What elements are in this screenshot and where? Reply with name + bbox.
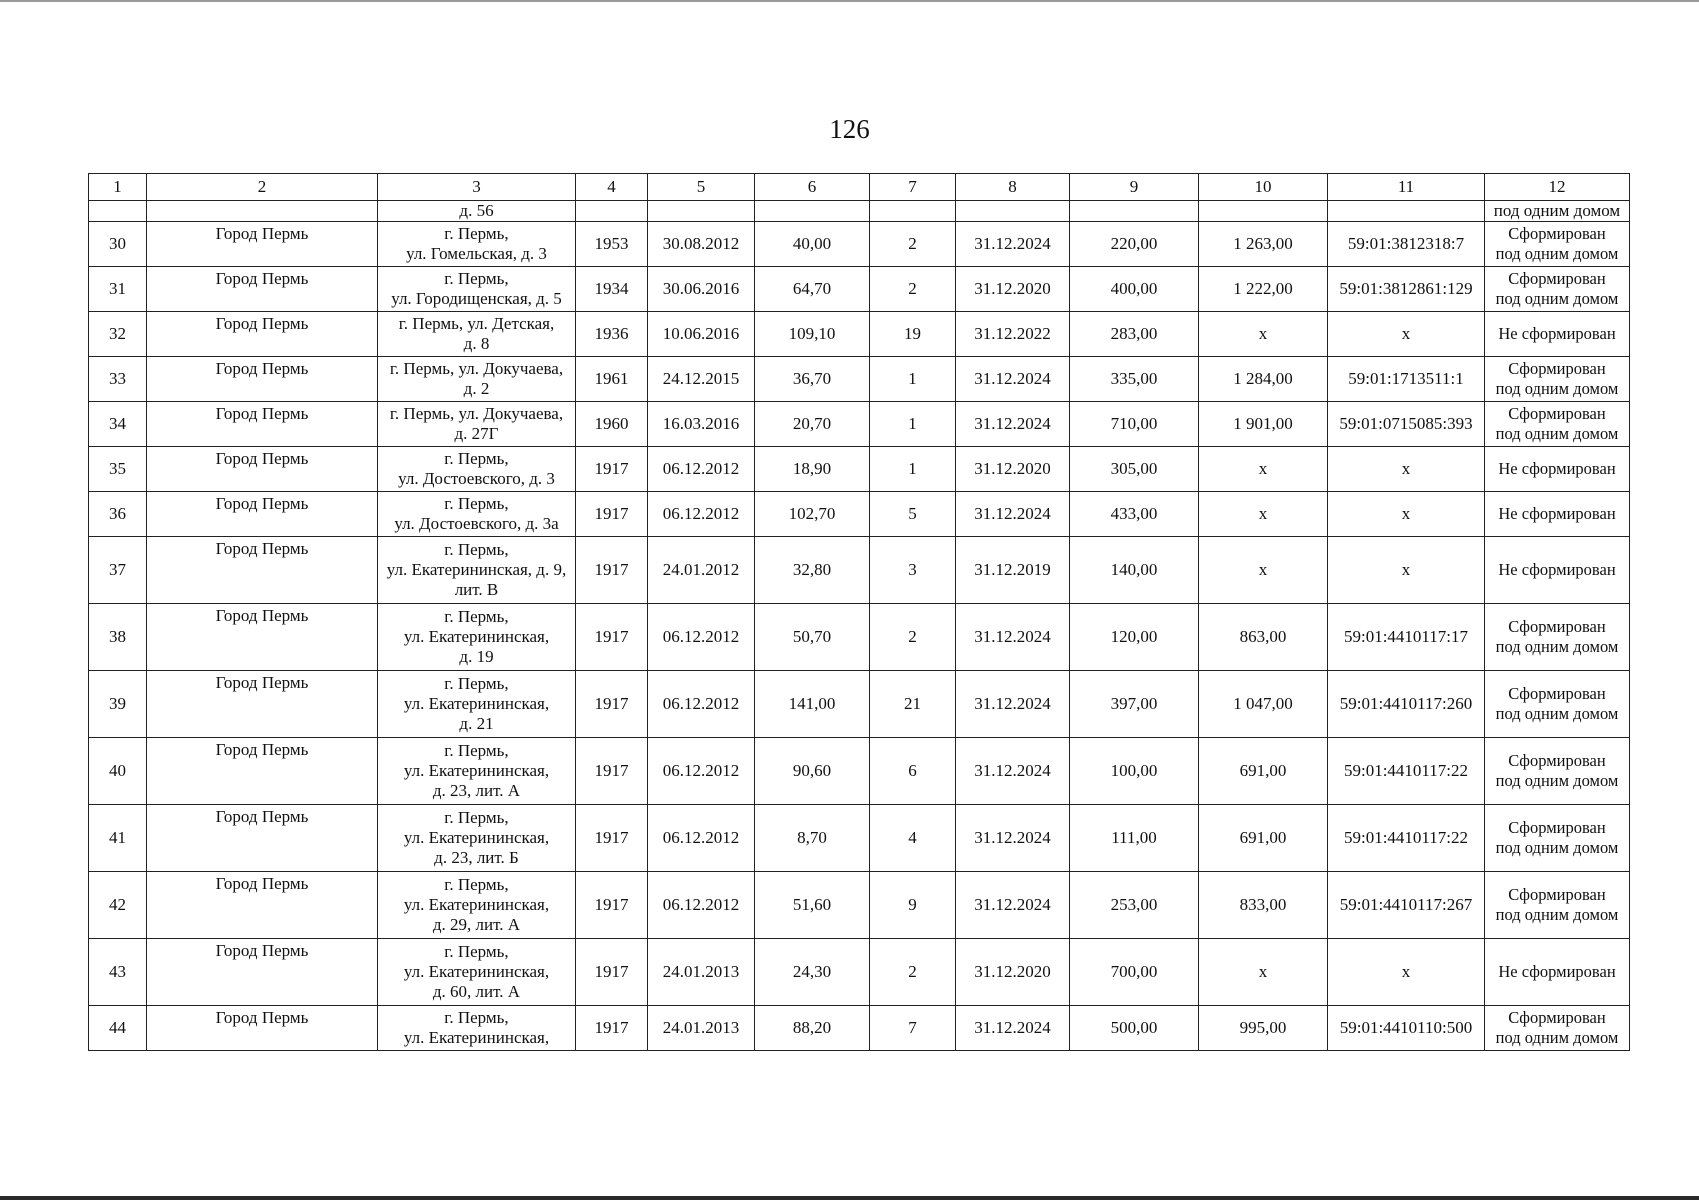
cell-land-state bbox=[1485, 805, 1630, 872]
address-line: г. Пермь, ул. Детская, bbox=[398, 314, 555, 333]
cell-area-3: 1 047,00 bbox=[1199, 671, 1328, 738]
land-state-line: Не сформирован bbox=[1498, 324, 1616, 343]
address-line: г. Пермь, bbox=[444, 1008, 509, 1027]
cell-year: 1917 bbox=[576, 492, 648, 537]
cell-address bbox=[378, 939, 576, 1006]
cell-owner: Город Пермь bbox=[147, 447, 378, 492]
column-header: 6 bbox=[755, 174, 870, 201]
cell-cadastre: 59:01:4410117:22 bbox=[1328, 738, 1485, 805]
cell-owner: Город Пермь bbox=[147, 537, 378, 604]
table-body bbox=[89, 201, 1630, 1051]
cell-area-2: 700,00 bbox=[1070, 939, 1199, 1006]
cell-address bbox=[378, 267, 576, 312]
column-header: 10 bbox=[1199, 174, 1328, 201]
cell-year: 1961 bbox=[576, 357, 648, 402]
cell-address bbox=[378, 872, 576, 939]
land-state-line: Сформирован bbox=[1508, 885, 1606, 904]
cell-owner: Город Пермь bbox=[147, 222, 378, 267]
cell-area-3: 1 222,00 bbox=[1199, 267, 1328, 312]
table-row bbox=[89, 671, 1630, 738]
cell-area-3: 691,00 bbox=[1199, 738, 1328, 805]
cell-count: 7 bbox=[870, 1006, 956, 1051]
cell-date: 30.08.2012 bbox=[648, 222, 755, 267]
cell-year: 1953 bbox=[576, 222, 648, 267]
cell-land-state bbox=[1485, 402, 1630, 447]
cell-year: 1917 bbox=[576, 738, 648, 805]
scan-bottom-edge bbox=[0, 1196, 1699, 1200]
cell-date: 06.12.2012 bbox=[648, 447, 755, 492]
land-state-line: Сформирован bbox=[1508, 684, 1606, 703]
cell-number: 42 bbox=[89, 872, 147, 939]
cell-year: 1936 bbox=[576, 312, 648, 357]
cell-address bbox=[378, 357, 576, 402]
cell-date: 16.03.2016 bbox=[648, 402, 755, 447]
address-line: ул. Екатерининская, д. 9, bbox=[386, 560, 567, 579]
column-header: 12 bbox=[1485, 174, 1630, 201]
table-row bbox=[89, 872, 1630, 939]
cell-land-state bbox=[1485, 312, 1630, 357]
cell-area-2: 283,00 bbox=[1070, 312, 1199, 357]
cell-land-state bbox=[1485, 492, 1630, 537]
cell-date bbox=[648, 201, 755, 222]
cell-number: 36 bbox=[89, 492, 147, 537]
cell-count: 3 bbox=[870, 537, 956, 604]
cell-number: 39 bbox=[89, 671, 147, 738]
cell-deadline bbox=[956, 201, 1070, 222]
address-line: д. 8 bbox=[463, 334, 490, 353]
land-state-line: под одним домом bbox=[1495, 289, 1619, 308]
column-header: 5 bbox=[648, 174, 755, 201]
cell-land-state bbox=[1485, 537, 1630, 604]
address-line: г. Пермь, bbox=[444, 224, 509, 243]
land-state-line: под одним домом bbox=[1495, 704, 1619, 723]
cell-cadastre: x bbox=[1328, 312, 1485, 357]
cell-cadastre: x bbox=[1328, 447, 1485, 492]
cell-number: 33 bbox=[89, 357, 147, 402]
cell-land-state bbox=[1485, 447, 1630, 492]
cell-owner: Город Пермь bbox=[147, 402, 378, 447]
cell-cadastre: 59:01:4410117:22 bbox=[1328, 805, 1485, 872]
cell-deadline: 31.12.2024 bbox=[956, 492, 1070, 537]
cell-area: 8,70 bbox=[755, 805, 870, 872]
cell-number: 37 bbox=[89, 537, 147, 604]
table-row bbox=[89, 447, 1630, 492]
cell-cadastre: 59:01:0715085:393 bbox=[1328, 402, 1485, 447]
address-line: г. Пермь, bbox=[444, 741, 509, 760]
table-row bbox=[89, 738, 1630, 805]
column-header: 1 bbox=[89, 174, 147, 201]
table-row bbox=[89, 492, 1630, 537]
address-line: д. 19 bbox=[459, 647, 494, 666]
cell-area-2: 397,00 bbox=[1070, 671, 1199, 738]
cell-date: 30.06.2016 bbox=[648, 267, 755, 312]
cell-deadline: 31.12.2020 bbox=[956, 447, 1070, 492]
cell-cadastre: 59:01:4410117:260 bbox=[1328, 671, 1485, 738]
address-line: д. 29, лит. А bbox=[432, 915, 521, 934]
cell-cadastre bbox=[1328, 201, 1485, 222]
address-line: д. 23, лит. Б bbox=[434, 848, 519, 867]
cell-date: 24.01.2013 bbox=[648, 1006, 755, 1051]
cell-area-3: 691,00 bbox=[1199, 805, 1328, 872]
cell-area: 24,30 bbox=[755, 939, 870, 1006]
address-line: г. Пермь, bbox=[444, 607, 509, 626]
cell-year bbox=[576, 201, 648, 222]
address-line: г. Пермь, bbox=[444, 875, 509, 894]
cell-owner: Город Пермь bbox=[147, 267, 378, 312]
cell-number: 40 bbox=[89, 738, 147, 805]
cell-area: 64,70 bbox=[755, 267, 870, 312]
cell-date: 06.12.2012 bbox=[648, 872, 755, 939]
cell-count: 6 bbox=[870, 738, 956, 805]
cell-count: 1 bbox=[870, 402, 956, 447]
address-line: ул. Гомельская, д. 3 bbox=[406, 244, 547, 263]
cell-area-2: 710,00 bbox=[1070, 402, 1199, 447]
cell-area-2: 253,00 bbox=[1070, 872, 1199, 939]
table-row bbox=[89, 604, 1630, 671]
cell-area-2: 220,00 bbox=[1070, 222, 1199, 267]
cell-number bbox=[89, 201, 147, 222]
cell-owner: Город Пермь bbox=[147, 604, 378, 671]
page-number: 126 bbox=[829, 114, 870, 144]
land-state-line: Сформирован bbox=[1508, 404, 1606, 423]
address-line: ул. Городищенская, д. 5 bbox=[391, 289, 562, 308]
cell-owner bbox=[147, 201, 378, 222]
land-state-line: под одним домом bbox=[1495, 379, 1619, 398]
cell-area-2: 500,00 bbox=[1070, 1006, 1199, 1051]
cell-address bbox=[378, 738, 576, 805]
cell-address bbox=[378, 447, 576, 492]
cell-address bbox=[378, 222, 576, 267]
address-line: ул. Екатерининская, bbox=[403, 1028, 550, 1047]
cell-address bbox=[378, 805, 576, 872]
land-state-line: Сформирован bbox=[1508, 617, 1606, 636]
address-line: г. Пермь, bbox=[444, 449, 509, 468]
cell-deadline: 31.12.2019 bbox=[956, 537, 1070, 604]
cell-area-2: 400,00 bbox=[1070, 267, 1199, 312]
cell-address bbox=[378, 402, 576, 447]
cell-area-2: 433,00 bbox=[1070, 492, 1199, 537]
cell-address bbox=[378, 604, 576, 671]
cell-count: 2 bbox=[870, 267, 956, 312]
cell-count: 9 bbox=[870, 872, 956, 939]
cell-number: 32 bbox=[89, 312, 147, 357]
cell-cadastre: x bbox=[1328, 492, 1485, 537]
land-state-line: под одним домом bbox=[1495, 637, 1619, 656]
cell-owner: Город Пермь bbox=[147, 805, 378, 872]
column-header: 3 bbox=[378, 174, 576, 201]
continuation-row bbox=[89, 201, 1630, 222]
cell-count: 1 bbox=[870, 357, 956, 402]
cell-owner: Город Пермь bbox=[147, 738, 378, 805]
address-line: д. 2 bbox=[463, 379, 490, 398]
cell-area-2 bbox=[1070, 201, 1199, 222]
cell-area: 32,80 bbox=[755, 537, 870, 604]
cell-year: 1917 bbox=[576, 805, 648, 872]
address-line: д. 27Г bbox=[454, 424, 499, 443]
land-state-line: под одним домом bbox=[1495, 905, 1619, 924]
column-header: 8 bbox=[956, 174, 1070, 201]
land-state-line: Сформирован bbox=[1508, 751, 1606, 770]
cell-deadline: 31.12.2024 bbox=[956, 671, 1070, 738]
cell-land-state: под одним домом bbox=[1485, 201, 1630, 222]
table-row bbox=[89, 537, 1630, 604]
table-row bbox=[89, 357, 1630, 402]
cell-address bbox=[378, 671, 576, 738]
land-state-line: Сформирован bbox=[1508, 269, 1606, 288]
cell-cadastre: x bbox=[1328, 939, 1485, 1006]
cell-area-3: x bbox=[1199, 537, 1328, 604]
cell-count: 2 bbox=[870, 222, 956, 267]
address-line: ул. Достоевского, д. 3а bbox=[394, 514, 559, 533]
address-line: г. Пермь, bbox=[444, 942, 509, 961]
address-line: ул. Екатерининская, bbox=[403, 962, 550, 981]
cell-land-state bbox=[1485, 872, 1630, 939]
cell-area-3: x bbox=[1199, 447, 1328, 492]
cell-area-2: 120,00 bbox=[1070, 604, 1199, 671]
cell-year: 1960 bbox=[576, 402, 648, 447]
cell-owner: Город Пермь bbox=[147, 939, 378, 1006]
cell-number: 31 bbox=[89, 267, 147, 312]
cell-area: 102,70 bbox=[755, 492, 870, 537]
cell-date: 24.12.2015 bbox=[648, 357, 755, 402]
cell-year: 1917 bbox=[576, 604, 648, 671]
cell-owner: Город Пермь bbox=[147, 312, 378, 357]
cell-number: 41 bbox=[89, 805, 147, 872]
cell-area-3: 1 284,00 bbox=[1199, 357, 1328, 402]
cell-count: 1 bbox=[870, 447, 956, 492]
scan-top-edge bbox=[0, 0, 1699, 2]
cell-area-3 bbox=[1199, 201, 1328, 222]
cell-deadline: 31.12.2024 bbox=[956, 402, 1070, 447]
column-header: 7 bbox=[870, 174, 956, 201]
address-line: ул. Екатерининская, bbox=[403, 895, 550, 914]
cell-count: 19 bbox=[870, 312, 956, 357]
cell-number: 38 bbox=[89, 604, 147, 671]
cell-deadline: 31.12.2022 bbox=[956, 312, 1070, 357]
cell-deadline: 31.12.2020 bbox=[956, 267, 1070, 312]
address-line: г. Пермь, bbox=[444, 808, 509, 827]
cell-owner: Город Пермь bbox=[147, 872, 378, 939]
cell-area-3: x bbox=[1199, 939, 1328, 1006]
land-state-line: Сформирован bbox=[1508, 1008, 1606, 1027]
cell-land-state bbox=[1485, 738, 1630, 805]
cell-number: 43 bbox=[89, 939, 147, 1006]
cell-area-2: 111,00 bbox=[1070, 805, 1199, 872]
cell-land-state bbox=[1485, 671, 1630, 738]
cell-cadastre: 59:01:3812318:7 bbox=[1328, 222, 1485, 267]
land-state-line: под одним домом bbox=[1495, 838, 1619, 857]
cell-land-state bbox=[1485, 1006, 1630, 1051]
cell-deadline: 31.12.2024 bbox=[956, 872, 1070, 939]
cell-area: 51,60 bbox=[755, 872, 870, 939]
address-line: г. Пермь, ул. Докучаева, bbox=[389, 359, 564, 378]
land-state-line: под одним домом bbox=[1495, 1028, 1619, 1047]
address-line: г. Пермь, ул. Докучаева, bbox=[389, 404, 564, 423]
cell-area bbox=[755, 201, 870, 222]
cell-area: 18,90 bbox=[755, 447, 870, 492]
cell-area-3: 995,00 bbox=[1199, 1006, 1328, 1051]
address-line: д. 23, лит. А bbox=[432, 781, 521, 800]
land-state-line: Не сформирован bbox=[1498, 962, 1616, 981]
cell-date: 06.12.2012 bbox=[648, 671, 755, 738]
cell-address: д. 56 bbox=[378, 201, 576, 222]
address-line: ул. Екатерининская, bbox=[403, 627, 550, 646]
cell-area: 90,60 bbox=[755, 738, 870, 805]
cell-deadline: 31.12.2020 bbox=[956, 939, 1070, 1006]
cell-number: 34 bbox=[89, 402, 147, 447]
cell-area-3: 1 901,00 bbox=[1199, 402, 1328, 447]
cell-number: 35 bbox=[89, 447, 147, 492]
column-number-row bbox=[89, 174, 1630, 201]
address-line: ул. Достоевского, д. 3 bbox=[398, 469, 555, 488]
cell-date: 24.01.2012 bbox=[648, 537, 755, 604]
cell-owner: Город Пермь bbox=[147, 492, 378, 537]
cell-cadastre: 59:01:4410110:500 bbox=[1328, 1006, 1485, 1051]
cell-land-state bbox=[1485, 939, 1630, 1006]
land-state-line: Не сформирован bbox=[1498, 560, 1616, 579]
cell-area-3: x bbox=[1199, 312, 1328, 357]
cell-owner: Город Пермь bbox=[147, 671, 378, 738]
cell-cadastre: 59:01:4410117:17 bbox=[1328, 604, 1485, 671]
cell-land-state bbox=[1485, 267, 1630, 312]
cell-year: 1917 bbox=[576, 1006, 648, 1051]
cell-count: 4 bbox=[870, 805, 956, 872]
cell-count: 2 bbox=[870, 604, 956, 671]
cell-area-3: 833,00 bbox=[1199, 872, 1328, 939]
cell-area: 50,70 bbox=[755, 604, 870, 671]
cell-year: 1917 bbox=[576, 671, 648, 738]
column-header: 11 bbox=[1328, 174, 1485, 201]
cell-address bbox=[378, 1006, 576, 1051]
cell-cadastre: 59:01:4410117:267 bbox=[1328, 872, 1485, 939]
cell-deadline: 31.12.2024 bbox=[956, 738, 1070, 805]
cell-count: 21 bbox=[870, 671, 956, 738]
address-line: г. Пермь, bbox=[444, 269, 509, 288]
cell-count: 5 bbox=[870, 492, 956, 537]
cell-deadline: 31.12.2024 bbox=[956, 222, 1070, 267]
cell-cadastre: x bbox=[1328, 537, 1485, 604]
cell-area: 36,70 bbox=[755, 357, 870, 402]
cell-land-state bbox=[1485, 222, 1630, 267]
cell-area-2: 140,00 bbox=[1070, 537, 1199, 604]
cell-address bbox=[378, 312, 576, 357]
cell-address bbox=[378, 537, 576, 604]
table-row bbox=[89, 402, 1630, 447]
cell-cadastre: 59:01:1713511:1 bbox=[1328, 357, 1485, 402]
cell-year: 1917 bbox=[576, 537, 648, 604]
cell-date: 06.12.2012 bbox=[648, 738, 755, 805]
column-header: 2 bbox=[147, 174, 378, 201]
table-row bbox=[89, 939, 1630, 1006]
column-header: 4 bbox=[576, 174, 648, 201]
cell-area-2: 305,00 bbox=[1070, 447, 1199, 492]
cell-date: 06.12.2012 bbox=[648, 805, 755, 872]
cell-year: 1917 bbox=[576, 939, 648, 1006]
cell-year: 1934 bbox=[576, 267, 648, 312]
cell-area-3: 1 263,00 bbox=[1199, 222, 1328, 267]
cell-count: 2 bbox=[870, 939, 956, 1006]
cell-date: 24.01.2013 bbox=[648, 939, 755, 1006]
cell-address bbox=[378, 492, 576, 537]
address-line: д. 21 bbox=[459, 714, 494, 733]
cell-owner: Город Пермь bbox=[147, 357, 378, 402]
cell-year: 1917 bbox=[576, 872, 648, 939]
land-state-line: под одним домом bbox=[1495, 771, 1619, 790]
land-state-line: Сформирован bbox=[1508, 818, 1606, 837]
cell-date: 06.12.2012 bbox=[648, 492, 755, 537]
cell-number: 44 bbox=[89, 1006, 147, 1051]
register-table bbox=[88, 173, 1630, 1051]
address-line: ул. Екатерининская, bbox=[403, 694, 550, 713]
cell-year: 1917 bbox=[576, 447, 648, 492]
address-line: лит. В bbox=[454, 580, 499, 599]
cell-area: 88,20 bbox=[755, 1006, 870, 1051]
cell-area: 141,00 bbox=[755, 671, 870, 738]
land-state-line: Сформирован bbox=[1508, 359, 1606, 378]
column-header: 9 bbox=[1070, 174, 1199, 201]
cell-deadline: 31.12.2024 bbox=[956, 805, 1070, 872]
cell-count bbox=[870, 201, 956, 222]
cell-number: 30 bbox=[89, 222, 147, 267]
cell-date: 06.12.2012 bbox=[648, 604, 755, 671]
cell-area-3: x bbox=[1199, 492, 1328, 537]
cell-land-state bbox=[1485, 357, 1630, 402]
address-line: ул. Екатерининская, bbox=[403, 828, 550, 847]
table-row bbox=[89, 267, 1630, 312]
cell-area: 20,70 bbox=[755, 402, 870, 447]
cell-area-2: 100,00 bbox=[1070, 738, 1199, 805]
cell-deadline: 31.12.2024 bbox=[956, 1006, 1070, 1051]
land-state-line: под одним домом bbox=[1495, 244, 1619, 263]
table-row bbox=[89, 1006, 1630, 1051]
table-row bbox=[89, 805, 1630, 872]
cell-area-3: 863,00 bbox=[1199, 604, 1328, 671]
address-line: ул. Екатерининская, bbox=[403, 761, 550, 780]
address-line: г. Пермь, bbox=[444, 674, 509, 693]
cell-area: 40,00 bbox=[755, 222, 870, 267]
address-line: д. 60, лит. А bbox=[432, 982, 521, 1001]
cell-cadastre: 59:01:3812861:129 bbox=[1328, 267, 1485, 312]
land-state-line: Сформирован bbox=[1508, 224, 1606, 243]
cell-owner: Город Пермь bbox=[147, 1006, 378, 1051]
address-line: г. Пермь, bbox=[444, 494, 509, 513]
address-line: г. Пермь, bbox=[444, 540, 509, 559]
cell-area-2: 335,00 bbox=[1070, 357, 1199, 402]
table-row bbox=[89, 222, 1630, 267]
cell-date: 10.06.2016 bbox=[648, 312, 755, 357]
cell-land-state bbox=[1485, 604, 1630, 671]
cell-area: 109,10 bbox=[755, 312, 870, 357]
cell-deadline: 31.12.2024 bbox=[956, 604, 1070, 671]
land-state-line: Не сформирован bbox=[1498, 459, 1616, 478]
cell-deadline: 31.12.2024 bbox=[956, 357, 1070, 402]
land-state-line: под одним домом bbox=[1495, 424, 1619, 443]
land-state-line: Не сформирован bbox=[1498, 504, 1616, 523]
table-row bbox=[89, 312, 1630, 357]
